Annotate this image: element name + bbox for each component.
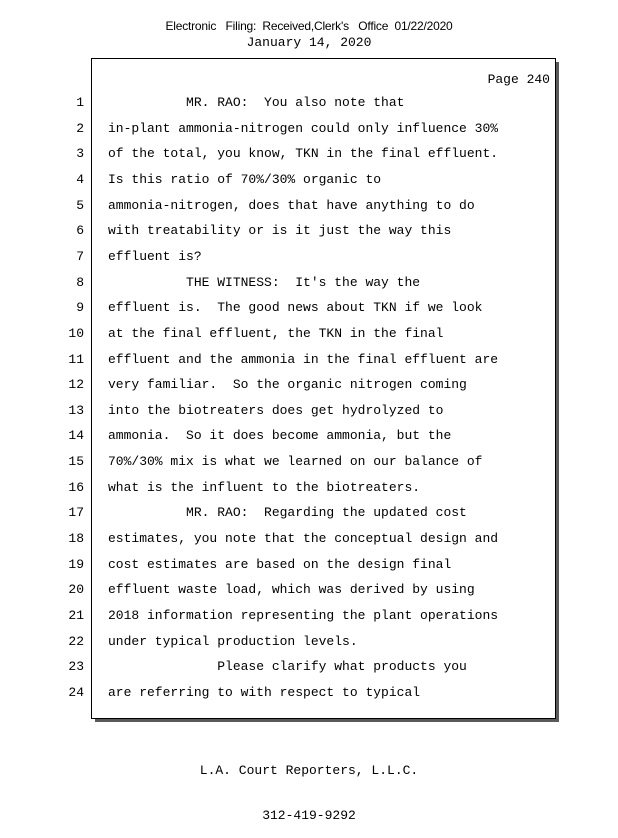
line-number: 2 xyxy=(76,120,84,136)
transcript-line: MR. RAO: You also note that xyxy=(108,95,405,110)
filing-stamp: Electronic Filing: Received,Clerk's Office 01/22/2020 xyxy=(165,19,453,33)
line-number: 12 xyxy=(68,377,84,393)
transcript-line: ammonia-nitrogen, does that have anything to do xyxy=(108,197,475,213)
transcript-line: in-plant ammonia-nitrogen could only influence 30% xyxy=(108,120,499,136)
line-number: 16 xyxy=(68,479,84,495)
transcript-line: effluent is. The good news about TKN if we look xyxy=(108,300,483,316)
transcript-line: cost estimates are based on the design final xyxy=(108,556,452,572)
line-number: 24 xyxy=(68,684,84,700)
transcript-line: Is this ratio of 70%/30% organic to xyxy=(108,171,382,187)
line-number: 13 xyxy=(68,402,84,418)
transcript-line: effluent waste load, which was derived by using xyxy=(108,582,475,598)
transcript-line: are referring to with respect to typical xyxy=(108,684,421,700)
line-number: 23 xyxy=(68,659,84,675)
transcript-line: Please clarify what products you xyxy=(108,659,467,675)
line-number: 10 xyxy=(68,325,84,341)
line-number: 4 xyxy=(76,171,84,187)
line-number: 21 xyxy=(68,608,84,623)
line-number: 5 xyxy=(76,197,84,213)
transcript-line: at the final effluent, the TKN in the final xyxy=(108,325,444,341)
transcript-line: effluent and the ammonia in the final effluent are xyxy=(108,351,499,367)
line-number: 14 xyxy=(68,428,84,444)
line-number: 17 xyxy=(68,505,84,521)
line-number: 7 xyxy=(76,248,84,264)
transcript-line: THE WITNESS: It's the way the xyxy=(108,274,421,290)
transcript-line: what is the influent to the biotreaters. xyxy=(108,479,421,495)
transcript-line: very familiar. So the organic nitrogen coming xyxy=(108,377,467,393)
line-number: 1 xyxy=(76,95,84,110)
page-shadow-bottom xyxy=(95,719,559,722)
line-number: 20 xyxy=(68,582,84,598)
transcript-line: with treatability or is it just the way this xyxy=(108,223,452,239)
line-number: 15 xyxy=(68,454,84,470)
transcript-line: into the biotreaters does get hydrolyzed to xyxy=(108,402,444,418)
page-number: Page 240 xyxy=(487,72,550,87)
hearing-date: January 14, 2020 xyxy=(246,35,372,50)
line-number: 6 xyxy=(76,223,84,239)
line-number: 19 xyxy=(68,556,84,572)
transcript-line: under typical production levels. xyxy=(108,633,358,649)
line-number: 18 xyxy=(68,531,84,547)
transcript-line: 70%/30% mix is what we learned on our balance of xyxy=(108,454,483,470)
line-number: 22 xyxy=(68,633,84,649)
transcript-line: effluent is? xyxy=(108,248,202,264)
footer xyxy=(0,733,618,838)
transcript-line: 2018 information representing the plant operations xyxy=(108,608,499,623)
transcript-line: ammonia. So it does become ammonia, but the xyxy=(108,428,452,444)
reporter-company: L.A. Court Reporters, L.L.C. xyxy=(199,763,419,778)
line-number: 9 xyxy=(76,300,84,316)
transcript-line: estimates, you note that the conceptual design and xyxy=(108,531,499,547)
reporter-phone: 312-419-9292 xyxy=(262,808,356,823)
page-shadow-right xyxy=(556,62,559,722)
line-number: 3 xyxy=(76,146,84,162)
transcript-line: of the total, you know, TKN in the final effluent. xyxy=(108,146,499,162)
line-number: 11 xyxy=(68,351,84,367)
transcript-line: MR. RAO: Regarding the updated cost xyxy=(108,505,467,521)
line-number: 8 xyxy=(76,274,84,290)
